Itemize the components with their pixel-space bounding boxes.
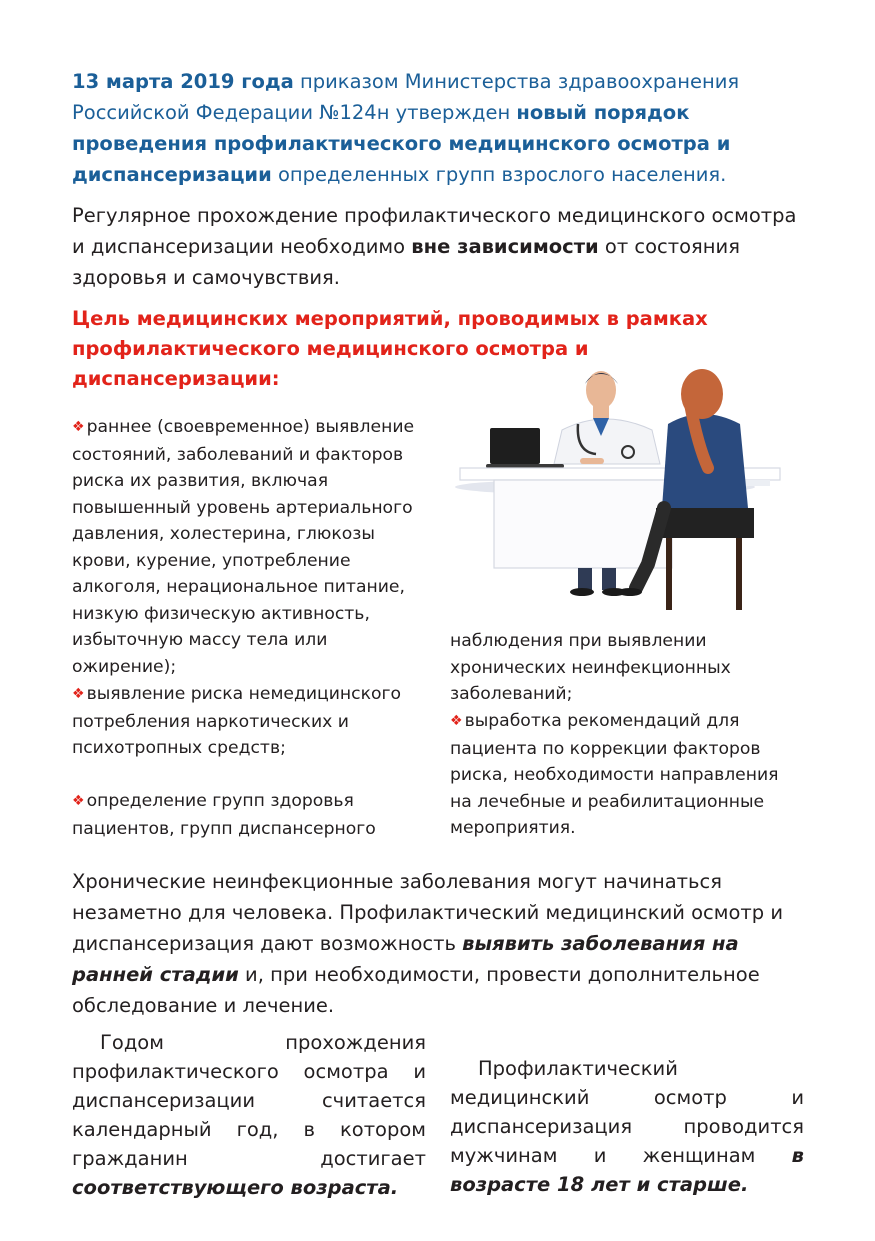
bullet-recommendations: [450, 708, 800, 842]
intro-text-2: определенных групп взрослого населения.: [271, 163, 727, 186]
intro-paragraph: [72, 66, 808, 190]
regularity-text-1: Регулярное прохождение профилактического медицинского осмотра и диспансеризации необходимо: [72, 204, 797, 258]
age-eligibility-paragraph: [450, 1054, 804, 1199]
regularity-paragraph: [72, 200, 812, 293]
calendar-year-highlight: соответствующего возраста.: [72, 1176, 399, 1199]
calendar-year-paragraph: [72, 1028, 426, 1202]
chronic-diseases-paragraph: [72, 866, 812, 1021]
intro-highlight: новый порядок проведения профилактического медицинского осмотра и диспансеризации: [72, 101, 731, 186]
chronic-highlight: выявить заболевания на ранней стадии: [72, 932, 739, 986]
calendar-year-text: Годом прохождения профилактического осмотра и диспансеризации считается календарный год, в котором гражданин достигает: [72, 1031, 426, 1170]
diamond-bullet-icon: ❖: [72, 419, 85, 435]
age-eligibility-text: Профилактический медицинский осмотр и диспансеризация проводится мужчинам и женщинам: [450, 1057, 804, 1167]
bullet-health-groups: [72, 788, 412, 842]
bullet-health-groups-text: определение групп здоровья пациентов, групп диспансерного: [72, 791, 376, 839]
regularity-text-2: от состояния здоровья и самочувствия.: [72, 235, 740, 289]
bullet-recommendations-text: выработка рекомендаций для пациента по коррекции факторов риска, необходимости направления на лечебные и реабилитационные мероприятия.: [450, 711, 779, 838]
doctor-patient-illustration: [430, 360, 790, 622]
doctor-consultation-icon: [430, 360, 790, 622]
goal-heading: Цель медицинских мероприятий, проводимых в рамках профилактического медицинского осмотра и диспансеризации:: [72, 307, 708, 390]
diamond-bullet-icon: ❖: [72, 686, 85, 702]
bullet-early-detection-text: раннее (своевременное) выявление состояний, заболеваний и факторов риска их развития, включая повышенный уровень артериального давления, холестерина, глюкозы крови, курение, употребление алкоголя, нерациональное питание, низкую физическую активность, избыточную массу тела или ожирение);: [72, 417, 415, 677]
age-eligibility-highlight: в возрасте 18 лет и старше.: [450, 1144, 804, 1196]
bullet-drug-risk: [72, 681, 432, 762]
chronic-text-1: Хронические неинфекционные заболевания могут начинаться незаметно для человека. Профилактический медицинский осмотр и диспансеризация дают возможность: [72, 870, 784, 955]
intro-text-1: приказом Министерства здравоохранения Российской Федерации №124н утвержден: [72, 70, 740, 124]
intro-date: 13 марта 2019 года: [72, 70, 294, 93]
regularity-highlight: вне зависимости: [411, 235, 599, 258]
bullet-drug-risk-text: выявление риска немедицинского потребления наркотических и психотропных средств;: [72, 684, 402, 758]
chronic-text-2: и, при необходимости, провести дополнительное обследование и лечение.: [72, 963, 760, 1017]
bullet-early-detection: [72, 414, 422, 680]
bullet-health-groups-continued: наблюдения при выявлении хронических неинфекционных заболеваний;: [450, 631, 731, 704]
diamond-bullet-icon: ❖: [450, 713, 463, 729]
diamond-bullet-icon: ❖: [72, 793, 85, 809]
